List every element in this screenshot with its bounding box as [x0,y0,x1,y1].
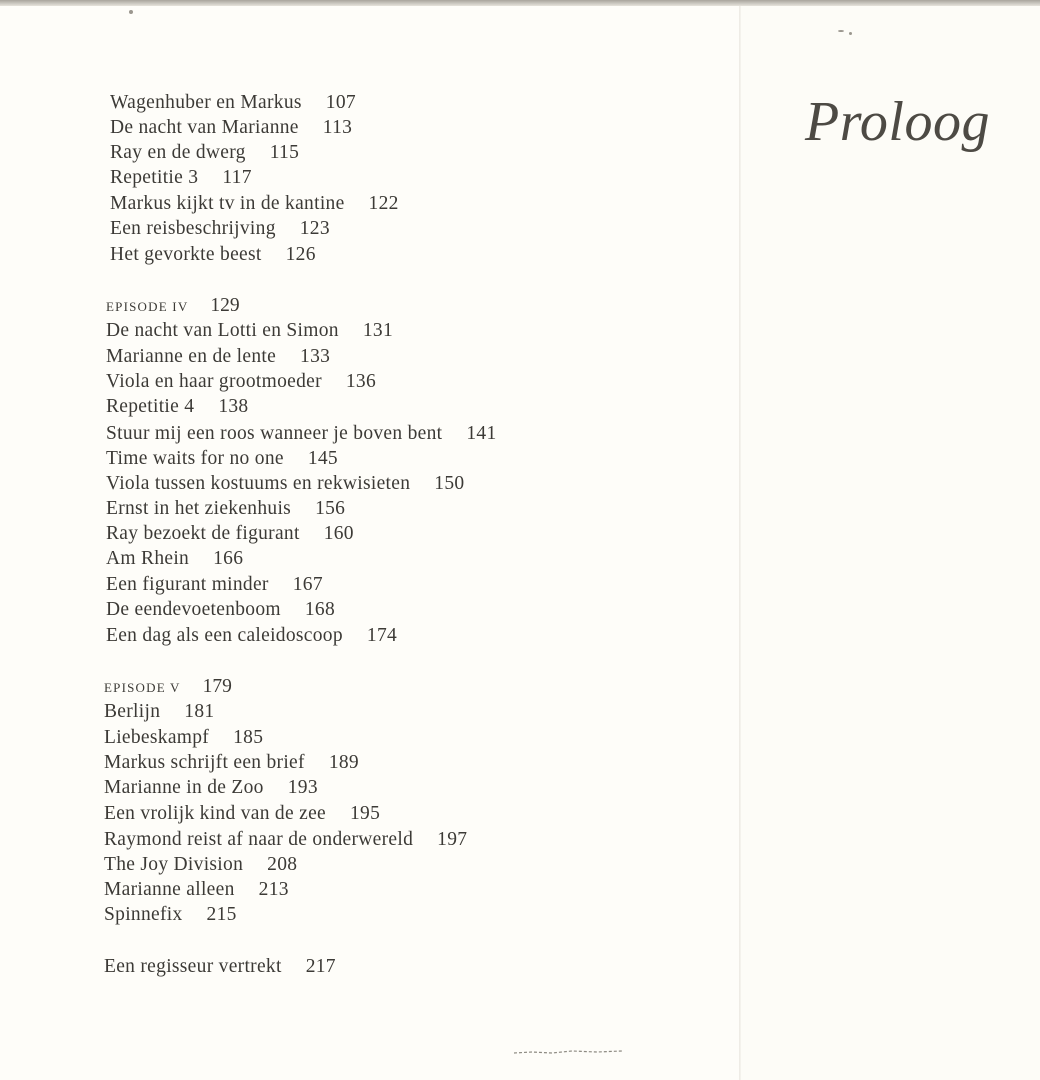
toc-entry-title: Het gevorkte beest [110,244,262,265]
toc-entry-page: 123 [299,218,330,239]
toc-entry-title: Een dag als een caleidoscoop [106,625,343,646]
toc-entry-title: Een figurant minder [106,574,269,595]
toc-entry-page: 181 [184,701,215,722]
toc-entry [104,957,336,977]
toc-entry [110,245,316,265]
toc-entry-title: Stuur mij een roos wanneer je boven bent [106,423,443,444]
toc-entry-title: The Joy Division [104,854,244,875]
toc-entry [106,524,354,544]
toc-entry [110,118,352,138]
toc-entry-page: 133 [300,346,331,367]
toc-entry [104,804,380,824]
paper-speck [129,10,133,14]
toc-entry-title: Wagenhuber en Markus [110,92,302,113]
toc-entry [106,499,345,519]
toc-entry-page: 150 [434,473,465,494]
toc-entry-page: 217 [305,956,336,977]
episode-page: 129 [210,295,240,316]
toc-entry [110,93,356,113]
toc-entry-title: Ray en de dwerg [110,142,246,163]
toc-entry [110,168,252,188]
toc-entry-page: 126 [285,244,316,265]
toc-entry-title: Marianne alleen [104,879,235,900]
toc-entry-title: Repetitie 3 [110,167,199,188]
toc-entry-page: 189 [328,752,359,773]
toc-entry-page: 215 [206,904,237,925]
toc-entry-page: 195 [349,803,381,824]
toc-entry-title: Markus schrijft een brief [104,752,305,773]
toc-entry-title: Ernst in het ziekenhuis [106,498,292,519]
toc-entry-page: 113 [322,117,353,138]
paper-speck [849,32,852,35]
episode-heading [106,296,240,316]
toc-entry-title: De eendevoetenboom [106,599,281,620]
toc-entry [104,702,214,722]
toc-entry-page: 167 [292,574,323,595]
toc-entry-title: Liebeskampf [104,727,210,748]
toc-entry [110,194,399,214]
toc-entry [104,778,318,798]
toc-entry-title: Repetitie 4 [106,396,195,417]
paper-speck [838,30,844,32]
toc-entry-page: 185 [233,727,264,748]
toc-entry [106,372,376,392]
toc-entry [104,728,263,748]
toc-entry-title: De nacht van Marianne [110,117,299,138]
toc-entry-page: 156 [315,498,346,519]
toc-entry [106,449,338,469]
episode-page: 179 [202,676,232,697]
toc-entry-title: Spinnefix [104,904,183,925]
toc-entry-title: Ray bezoekt de figurant [106,523,300,544]
episode-heading [104,677,232,697]
toc-entry-title: Raymond reist af naar de onderwereld [104,829,414,850]
toc-entry-page: 117 [222,167,252,188]
toc-entry [104,855,297,875]
toc-entry-title: Am Rhein [106,548,190,569]
toc-entry-title: Berlijn [104,701,161,722]
episode-label: EPISODE V [104,680,181,695]
toc-entry-title: Marianne en de lente [106,346,277,367]
toc-entry-title: Viola en haar grootmoeder [106,371,322,392]
toc-entry [106,474,464,494]
toc-entry-page: 208 [267,854,298,875]
toc-entry [106,549,243,569]
right-page [741,6,1040,1080]
toc-entry [104,753,359,773]
toc-entry [106,347,330,367]
toc-entry [104,880,289,900]
toc-entry-title: Markus kijkt tv in de kantine [110,193,345,214]
toc-entry-page: 213 [258,879,289,900]
toc-entry [104,830,467,850]
toc-entry-title: Time waits for no one [106,448,284,469]
toc-entry-page: 115 [269,142,300,163]
toc-entry [106,424,497,444]
toc-entry-page: 166 [213,548,244,569]
toc-entry-page: 131 [362,320,394,341]
toc-entry-page: 136 [345,371,377,392]
toc-entry-page: 174 [366,625,398,646]
toc-entry-title: De nacht van Lotti en Simon [106,320,339,341]
toc-entry-page: 122 [368,193,399,214]
toc-entry-page: 160 [323,523,354,544]
toc-entry [106,600,335,620]
toc-entry-page: 193 [287,777,318,798]
toc-entry [104,905,237,925]
page-title: Proloog [805,91,990,153]
toc-entry-page: 138 [218,396,249,417]
toc-entry-page: 107 [325,92,356,113]
toc-entry-title: Een vrolijk kind van de zee [104,803,326,824]
episode-label: EPISODE IV [106,299,189,314]
toc-entry [106,626,397,646]
toc-entry-page: 141 [466,423,497,444]
toc-entry [106,397,248,417]
toc-entry-page: 168 [304,599,336,620]
toc-entry-title: Viola tussen kostuums en rekwisieten [106,473,411,494]
toc-entry [110,143,299,163]
toc-entry-title: Marianne in de Zoo [104,777,264,798]
toc-entry-title: Een reisbeschrijving [110,218,276,239]
toc-entry [106,575,323,595]
toc-entry-title: Een regisseur vertrekt [104,956,282,977]
toc-entry-page: 145 [307,448,338,469]
toc-entry [110,219,330,239]
paper-smudge [512,1048,632,1056]
toc-entry-page: 197 [437,829,468,850]
toc-entry [106,321,393,341]
